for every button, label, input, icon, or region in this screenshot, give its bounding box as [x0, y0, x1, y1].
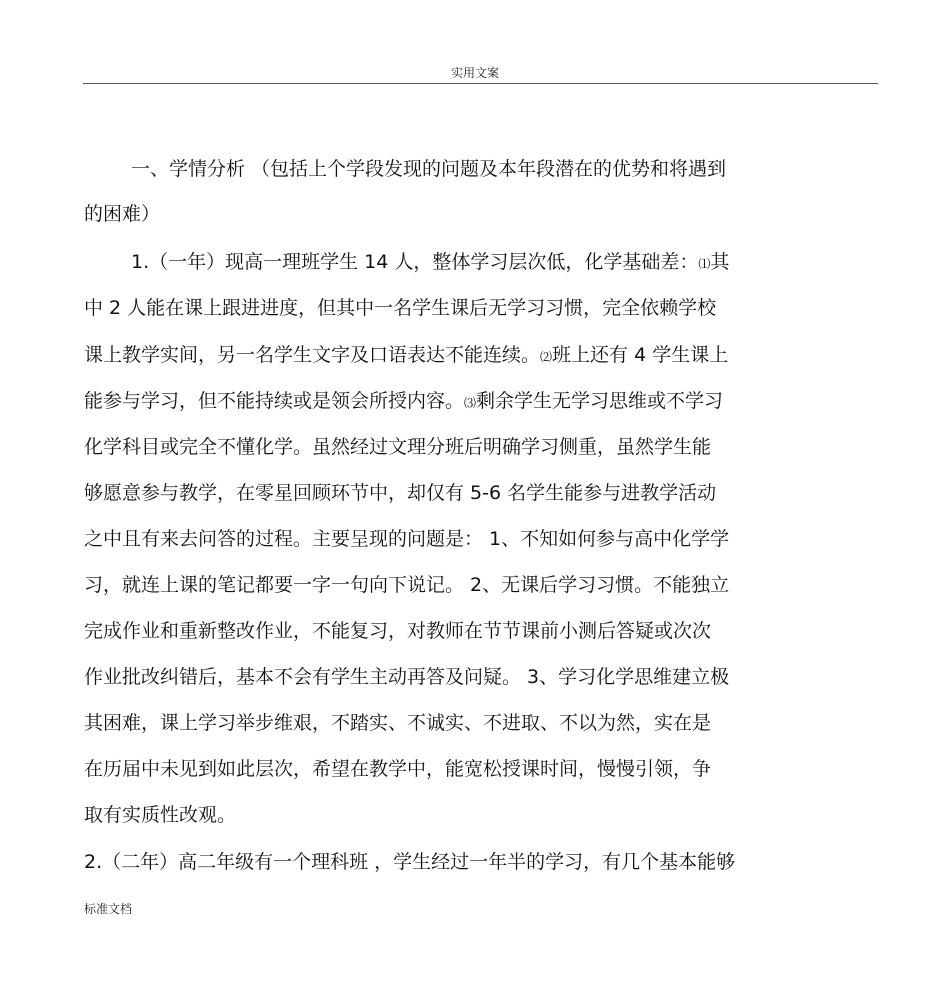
section-heading-continued: 的困难）	[84, 203, 161, 225]
text-run: 其	[710, 251, 730, 273]
text-run: 能参与学习，但不能持续或是领会所授内容。	[84, 390, 465, 412]
paragraph-line: 中 2 人能在课上跟进进度，但其中一名学生课后无学习习惯，完全依赖学校	[84, 297, 717, 319]
paragraph-line: 作业批改纠错后，基本不会有学生主动再答及问疑。 3、学习化学思维建立极	[84, 666, 730, 688]
page-footer: 标准文档	[84, 902, 133, 916]
paragraph-line	[84, 343, 728, 369]
paragraph-line: 取有实质性改观。	[84, 804, 237, 826]
paragraph-line	[131, 250, 729, 276]
list-marker: ⑶	[464, 396, 477, 410]
paragraph-line: 之中且有来去问答的过程。主要呈现的问题是： 1、不知如何参与高中化学学	[84, 528, 730, 550]
page-header: 实用文案	[450, 66, 499, 80]
paragraph-line: 够愿意参与教学，在零星回顾环节中，却仅有 5-6 名学生能参与进教学活动	[84, 482, 717, 504]
text-run: 课上教学实间，另一名学生文字及口语表达不能连续。	[84, 344, 541, 366]
list-marker: ⑴	[698, 257, 711, 271]
list-marker: ⑵	[540, 350, 553, 364]
paragraph-line: 在历届中未见到如此层次，希望在教学中，能宽松授课时间，慢慢引领，争	[84, 758, 712, 780]
section-heading: 一、学情分析 （包括上个学段发现的问题及本年段潜在的优势和将遇到	[131, 158, 727, 180]
header-divider	[83, 83, 878, 84]
paragraph-line: 完成作业和重新整改作业，不能复习，对教师在节节课前小测后答疑或次次	[84, 620, 712, 642]
paragraph-line	[84, 389, 723, 415]
text-run: 班上还有 4 学生课上	[552, 344, 729, 366]
paragraph-line: 其困难，课上学习举步维艰，不踏实、不诚实、不进取、不以为然，实在是	[84, 712, 712, 734]
text-run: 剩余学生无学习思维或不学习	[476, 390, 724, 412]
text-run: 1.（一年）现高一理班学生 14 人，整体学习层次低，化学基础差：	[131, 251, 699, 273]
paragraph-line: 习，就连上课的笔记都要一字一句向下说记。 2、无课后学习习惯。不能独立	[84, 574, 730, 596]
paragraph-line: 2.（二年）高二年级有一个理科班 ，学生经过一年半的学习，有几个基本能够	[84, 851, 736, 873]
paragraph-line: 化学科目或完全不懂化学。虽然经过文理分班后明确学习侧重，虽然学生能	[84, 436, 712, 458]
